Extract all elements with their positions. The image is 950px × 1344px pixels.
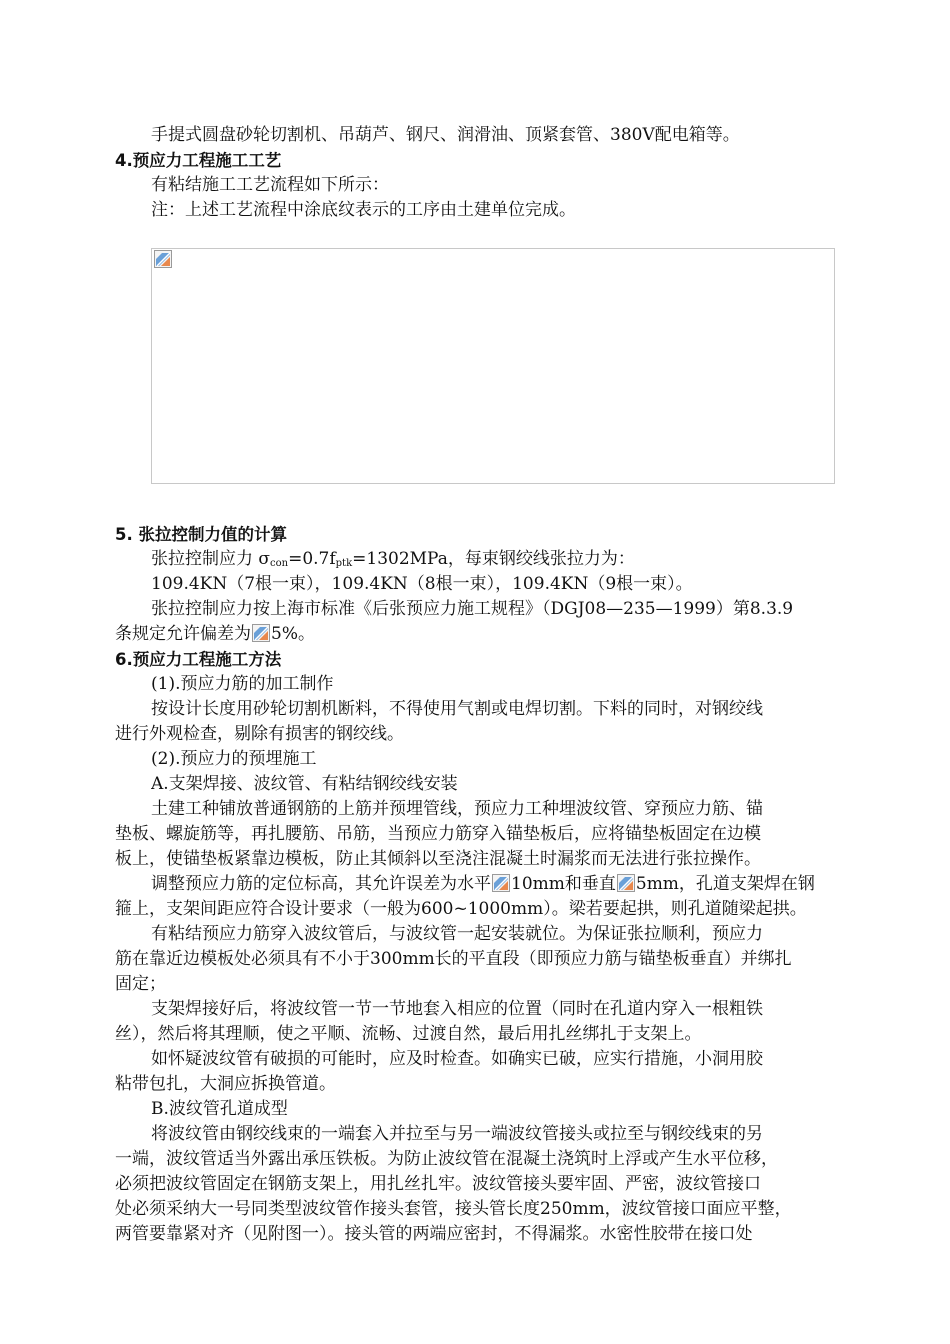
text-run: =1302MPa，每束钢绞线张拉力为： — [352, 549, 635, 569]
broken-image-icon — [617, 874, 635, 892]
paragraph-line: 处必须采纳大一号同类型波纹管作接头套管，接头管长度250mm，波纹管接口面应平整， — [115, 1199, 792, 1219]
paragraph-line: 板上，使锚垫板紧靠边模板，防止其倾斜以至浇注混凝土时漏浆而无法进行张拉操作。 — [115, 849, 761, 869]
subheading: (2).预应力的预埋施工 — [151, 749, 317, 769]
paragraph-line: 必须把波纹管固定在钢筋支架上，用扎丝扎牢。波纹管接头要牢固、严密，波纹管接口 — [115, 1174, 761, 1194]
subscript: ptk — [335, 558, 353, 569]
paragraph-line: 土建工种铺放普通钢筋的上筋并预埋管线，预应力工种埋波纹管、穿预应力筋、锚 — [151, 799, 763, 819]
paragraph-line: 有粘结预应力筋穿入波纹管后，与波纹管一起安装就位。为保证张拉顺利，预应力 — [151, 924, 763, 944]
section-heading-4: 4.预应力工程施工工艺 — [115, 151, 282, 170]
text-run: =0.7f — [288, 549, 336, 569]
paragraph-line: 一端，波纹管适当外露出承压铁板。为防止波纹管在混凝土浇筑时上浮或产生水平位移， — [115, 1149, 778, 1169]
subheading: B.波纹管孔道成型 — [151, 1099, 288, 1119]
paragraph-line: 筋在靠近边模板处必须具有不小于300mm长的平直段（即预应力筋与锚垫板垂直）并绑扎 — [115, 949, 792, 969]
broken-image-icon — [154, 250, 172, 268]
paragraph-line: 如怀疑波纹管有破损的可能时，应及时检查。如确实已破，应实行措施，小洞用胶 — [151, 1049, 763, 1069]
paragraph-line: 张拉控制应力按上海市标准《后张预应力施工规程》（DGJ08—235—1999）第8.3.9 — [151, 599, 794, 619]
text-run: 10mm和垂直 — [511, 874, 616, 894]
paragraph-line: 有粘结施工工艺流程如下所示： — [151, 175, 389, 195]
paragraph-line: 箍上，支架间距应符合设计要求（一般为600~1000mm）。梁若要起拱，则孔道随梁起拱。 — [115, 899, 807, 919]
paragraph-line: 垫板、螺旋筋等，再扎腰筋、吊筋，当预应力筋穿入锚垫板后，应将锚垫板固定在边模 — [115, 824, 761, 844]
text-run: 调整预应力筋的定位标高，其允许误差为水平 — [151, 874, 491, 894]
paragraph-line: 手提式圆盘砂轮切割机、吊葫芦、钢尺、润滑油、顶紧套管、380V配电箱等。 — [151, 125, 740, 145]
paragraph-line — [115, 622, 860, 647]
text-run: 张拉控制应力 σ — [151, 549, 271, 569]
text-run: 5%。 — [271, 624, 315, 644]
paragraph-line: 粘带包扎，大洞应拆换管道。 — [115, 1074, 336, 1094]
paragraph-line: 丝），然后将其理顺，使之平顺、流畅、过渡自然，最后用扎丝绑扎于支架上。 — [115, 1024, 702, 1044]
text-run: 5mm，孔道支架焊在钢 — [635, 874, 815, 894]
paragraph-line — [151, 872, 860, 897]
subheading: (1).预应力筋的加工制作 — [151, 674, 334, 694]
section-heading-5: 5. 张拉控制力值的计算 — [115, 525, 287, 544]
formula-line — [151, 547, 860, 572]
broken-image-icon — [492, 874, 510, 892]
section-heading-6: 6.预应力工程施工方法 — [115, 650, 282, 669]
subheading: A.支架焊接、波纹管、有粘结钢绞线安装 — [151, 774, 458, 794]
paragraph-line: 固定； — [115, 974, 166, 994]
paragraph-line: 将波纹管由钢绞线束的一端套入并拉至与另一端波纹管接头或拉至与钢绞线束的另 — [151, 1124, 763, 1144]
note-line: 注：上述工艺流程中涂底纹表示的工序由土建单位完成。 — [151, 200, 576, 220]
paragraph-line: 两管要靠紧对齐（见附图一）。接头管的两端应密封，不得漏浆。水密性胶带在接口处 — [115, 1224, 753, 1244]
paragraph-line: 进行外观检查，剔除有损害的钢绞线。 — [115, 724, 404, 744]
paragraph-line: 109.4KN（7根一束），109.4KN（8根一束），109.4KN（9根一束）。 — [151, 574, 693, 594]
process-flow-figure-placeholder — [151, 248, 835, 484]
paragraph-line: 支架焊接好后，将波纹管一节一节地套入相应的位置（同时在孔道内穿入一根粗铁 — [151, 999, 763, 1019]
subscript: con — [270, 558, 289, 569]
text-run: 条规定允许偏差为 — [115, 624, 251, 644]
broken-image-icon — [252, 624, 270, 642]
paragraph-line: 按设计长度用砂轮切割机断料，不得使用气割或电焊切割。下料的同时，对钢绞线 — [151, 699, 763, 719]
